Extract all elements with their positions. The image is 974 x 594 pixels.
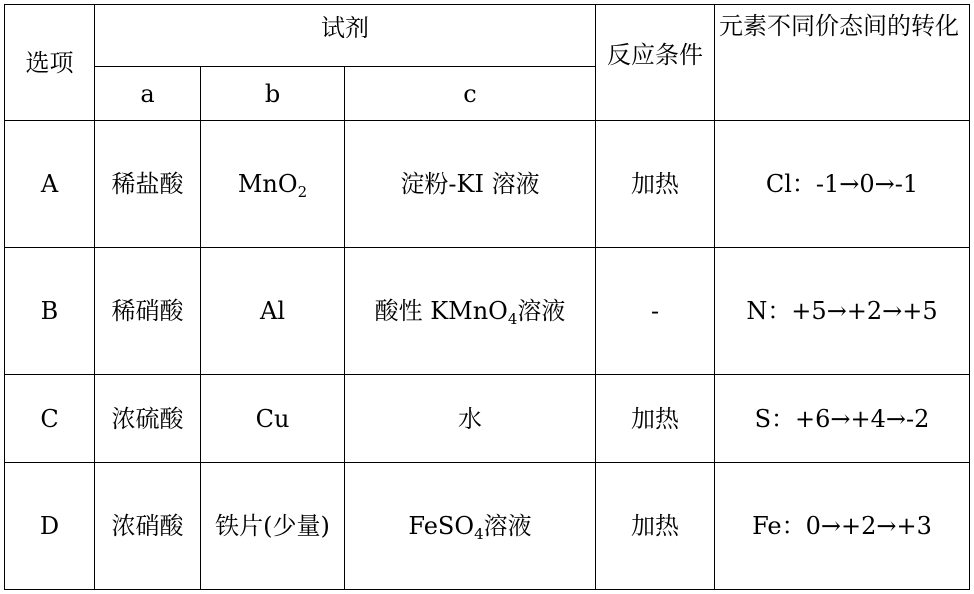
table-cell-conversion: S：+6→+4→-2: [754, 404, 930, 433]
table-cell-a: 浓硝酸: [111, 512, 184, 540]
cell-formula: [375, 296, 566, 326]
cell-formula: [400, 169, 539, 199]
table-cell-option: D: [39, 512, 60, 540]
cell-formula: [458, 404, 482, 434]
formula-main: Cu: [255, 404, 290, 433]
formula-sub: 4: [507, 310, 518, 328]
header-reagents: 试剂: [321, 13, 369, 42]
table-cell-conversion: Cl：-1→0→-1: [765, 170, 919, 198]
table-cell-c: [345, 375, 595, 462]
table-cell-a: 稀盐酸: [111, 170, 184, 198]
cell-formula: [408, 511, 531, 541]
table-cell-a: 稀硝酸: [111, 297, 184, 325]
formula-main: 铁片(少量): [215, 512, 330, 540]
header-conversion: 元素不同价态间的转化: [719, 12, 959, 40]
table-cell-condition: -: [650, 297, 660, 325]
formula-tail: 溶液: [483, 512, 532, 540]
header-col-a: a: [140, 79, 155, 108]
cell-formula: [238, 169, 307, 199]
header-option: 选项: [25, 48, 74, 77]
table-rule: [969, 4, 970, 590]
formula-sub: 2: [297, 183, 308, 201]
table-rule: [4, 589, 970, 590]
table-cell-a: 浓硫酸: [111, 404, 184, 433]
cell-formula: [215, 511, 330, 541]
table-cell-b: [201, 248, 344, 374]
header-col-c: c: [463, 79, 477, 108]
table-cell-b: [201, 121, 344, 247]
formula-main: 淀粉-KI 溶液: [400, 170, 540, 198]
formula-main: FeSO: [408, 512, 475, 540]
formula-sub: 4: [474, 525, 484, 543]
table-cell-condition: 加热: [631, 404, 679, 433]
table-cell-b: [201, 375, 344, 462]
table-cell-condition: 加热: [631, 512, 679, 540]
formula-main: Al: [259, 297, 285, 325]
table-cell-c: [345, 248, 595, 374]
cell-formula: [260, 296, 285, 326]
header-condition: 反应条件: [607, 41, 703, 69]
formula-main: MnO: [237, 170, 298, 198]
table-cell-c: [345, 121, 595, 247]
table-cell-option: C: [40, 404, 59, 433]
table-cell-condition: 加热: [631, 170, 679, 198]
table-cell-c: [345, 463, 595, 589]
formula-main: 水: [458, 404, 482, 433]
table-cell-option: B: [40, 297, 59, 325]
cell-formula: [256, 404, 290, 434]
table-cell-conversion: N：+5→+2→+5: [746, 297, 938, 325]
table-cell-b: [201, 463, 344, 589]
table-cell-conversion: Fe：0→+2→+3: [752, 512, 932, 540]
table-cell-option: A: [40, 170, 59, 198]
formula-tail: 溶液: [517, 297, 566, 325]
header-col-b: b: [264, 79, 281, 108]
formula-main: 酸性 KMnO: [374, 297, 508, 325]
